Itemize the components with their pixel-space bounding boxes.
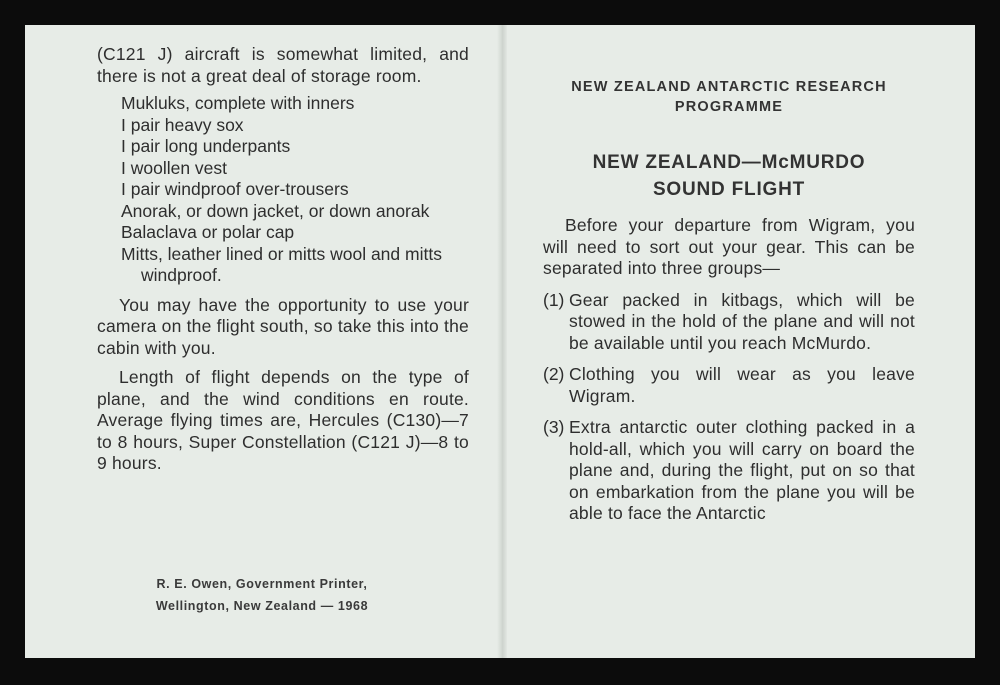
title-line: NEW ZEALAND—McMURDO <box>592 152 866 173</box>
intro-paragraph: Before your departure from Wigram, you will need to sort out your gear. This can be separated into three groups— <box>543 215 915 278</box>
group-number: (1) <box>543 289 565 310</box>
title-line: SOUND FLIGHT <box>652 179 806 200</box>
list-item: I pair heavy sox <box>121 114 244 135</box>
list-item: I woollen vest <box>121 157 228 178</box>
left-page <box>25 25 499 658</box>
org-line: PROGRAMME <box>674 99 784 115</box>
camera-paragraph: You may have the opportunity to use your camera on the flight south, so take this into the cabin with you. <box>97 294 469 358</box>
page-title <box>543 149 915 203</box>
list-item: I pair long underpants <box>121 136 291 156</box>
booklet-spread <box>25 25 975 658</box>
printer-imprint <box>25 573 499 617</box>
group-text: Clothing you will wear as you leave Wigram. <box>569 364 915 406</box>
printer-line: R. E. Owen, Government Printer, <box>156 577 368 591</box>
group-item <box>543 417 915 525</box>
group-item <box>543 364 915 407</box>
group-number: (3) <box>543 417 565 437</box>
flight-paragraph: Length of flight depends on the type of plane, and the wind conditions en route. Average flying times are, Hercules (C130)—7 to 8 hours, Super Constellation (C121 J)—8 to 9 hours. <box>97 367 469 473</box>
list-item: I pair windproof over-trousers <box>121 179 349 199</box>
group-text: Extra antarctic outer clothing packed in a hold-all, which you will carry on board the plane and, during the flight, put on so that on embarkation from the plane you will be able to face the Antarctic <box>569 417 915 523</box>
list-item: Mitts, leather lined or mitts wool and mitts windproof. <box>121 243 442 285</box>
list-item: Balaclava or polar cap <box>121 222 295 242</box>
list-item: Anorak, or down jacket, or down anorak <box>121 200 430 221</box>
printer-line: Wellington, New Zealand — 1968 <box>155 599 369 613</box>
group-item <box>543 290 915 355</box>
gear-list <box>121 93 469 287</box>
org-line: NEW ZEALAND ANTARCTIC RESEARCH <box>571 79 887 95</box>
opening-paragraph: (C121 J) aircraft is somewhat limited, and there is not a great deal of storage room. <box>97 44 469 86</box>
list-item: Mukluks, complete with inners <box>121 93 355 113</box>
group-number: (2) <box>543 364 565 384</box>
group-text: Gear packed in kitbags, which will be stowed in the hold of the plane and will not be available until you reach McMurdo. <box>569 289 915 353</box>
right-page <box>499 25 975 658</box>
organization-heading <box>543 77 915 117</box>
